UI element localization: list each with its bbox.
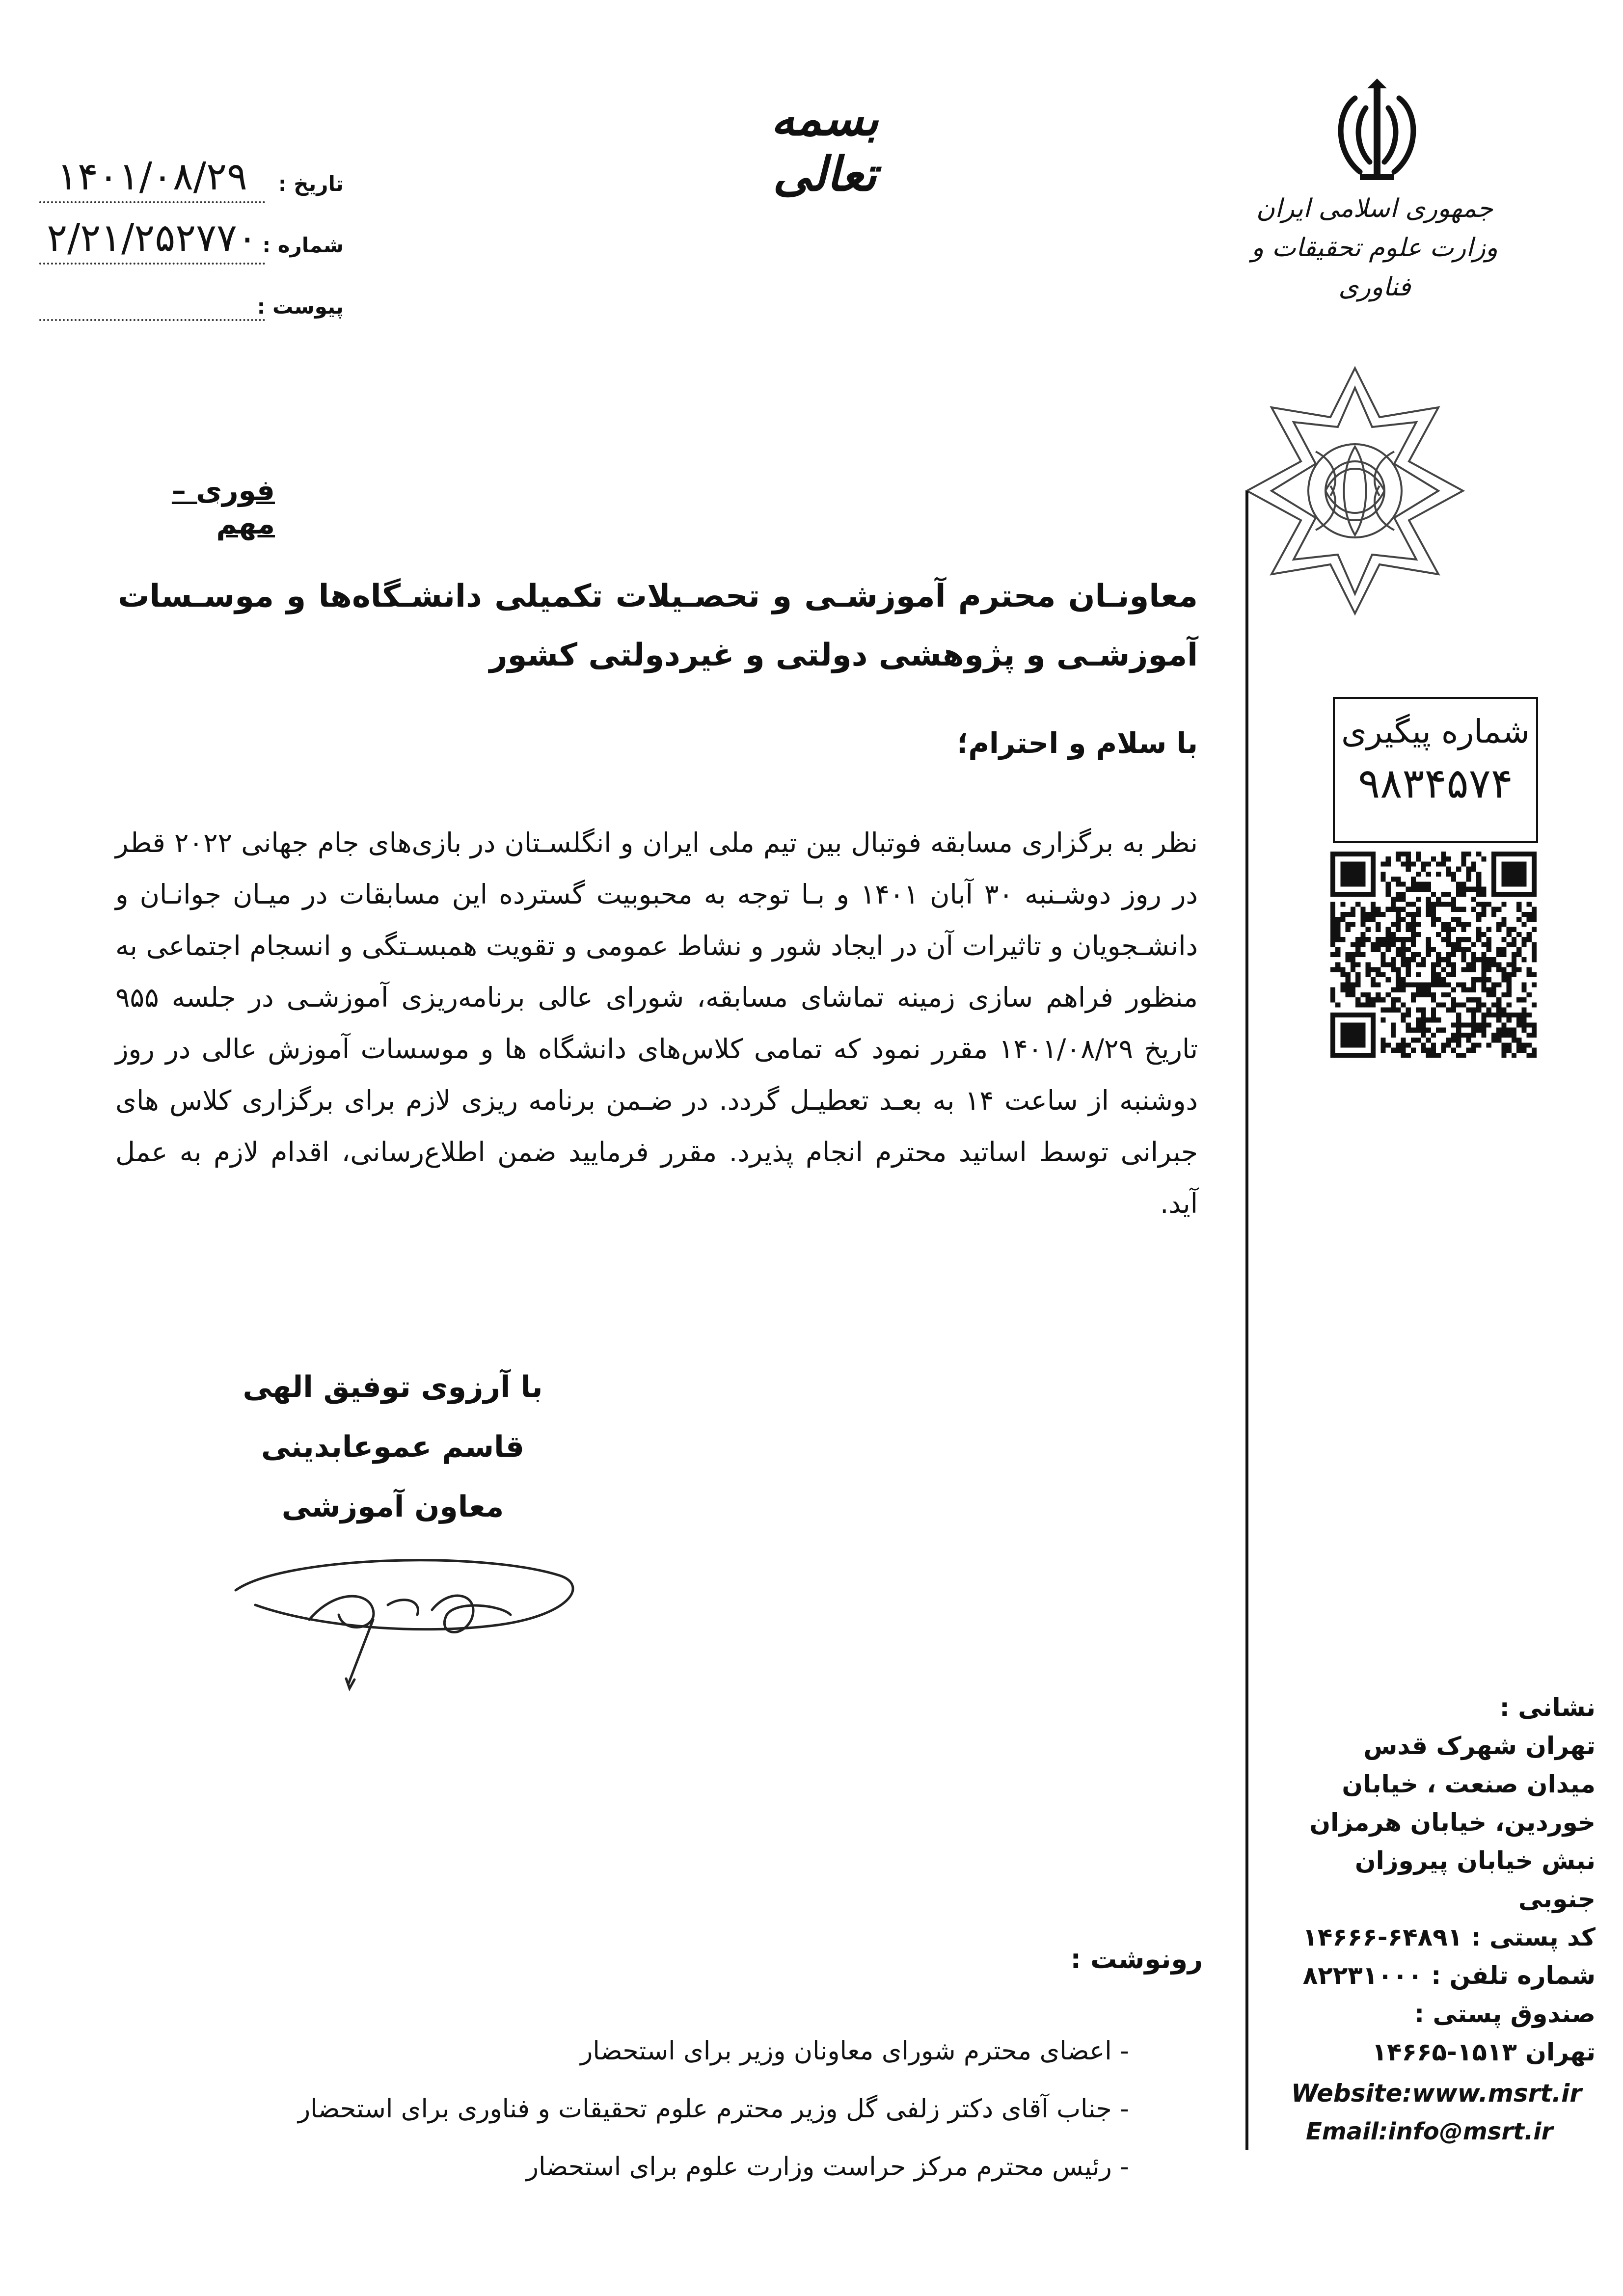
date-label: تاریخ : — [278, 172, 344, 196]
address-block — [1291, 1688, 1596, 2151]
attachment-row — [29, 275, 344, 336]
number-row — [29, 214, 344, 275]
urgency-label: فوری – مهم — [171, 474, 275, 540]
address-line: نبش خیابان پیروزان جنوبی — [1354, 1846, 1596, 1913]
tracking-label: شماره پیگیری — [1341, 713, 1530, 750]
greeting: با سلام و احترام؛ — [957, 726, 1198, 760]
cc-list — [295, 2022, 1129, 2196]
ministry-name — [1227, 189, 1522, 307]
signature-block — [206, 1357, 579, 1537]
attachment-label: پیوست : — [257, 294, 344, 319]
tracking-box — [1333, 697, 1538, 843]
closing-line: با آرزوی توفیق الهی — [243, 1370, 543, 1404]
date-row — [29, 152, 344, 214]
address-line: تهران شهرک قدس — [1363, 1732, 1596, 1760]
signer-name: قاسم عموعابدینی — [261, 1430, 524, 1464]
website-link[interactable]: Website:www.msrt.ir — [1291, 2079, 1582, 2108]
attachment-value — [39, 275, 265, 321]
letter-body: نظر به برگزاری مسابقه فوتبال بین تیم ملی ایران و انگلسـتان در بازی‌های جام جهانی ۲۰۲۲ قطر در روز دوشـنبه ۳۰ آبان ۱۴۰۱ و بـا توجه به محبوبیت گسترده این مسابقات در میـان جوانـان و دانشـجویان و تاثیرات آن در ایجاد شور و نشاط عمومی و تقویت همبسـتگی و انسجام اجتماعی به منظور فراهم سازی زمینه تماشای مسابقه، شورای عالی برنامه‌ریزی آموزشـی در جلسه ۹۵۵ تاریخ ۱۴۰۱/۰۸/۲۹ مقرر نمود که تمامی کلاس‌های دانشگاه ها و موسسات آموزش عالی در روز دوشنبه از ساعت ۱۴ به بعـد تعطیـل گردد. در ضـمن برنامه ریزی لازم برای برگزاری کلاس های جبرانی توسط اساتید محترم انجام پذیرد. مقرر فرمایید ضمن اطلاع‌رسانی، اقدام لازم به عمل آید. — [115, 827, 1198, 1219]
tracking-number: ۹۸۳۴۵۷۴ — [1358, 759, 1513, 807]
iran-emblem-icon — [1325, 79, 1429, 187]
address-line: تهران ۱۵۱۳-۱۴۶۶۵ — [1372, 2038, 1596, 2066]
address-line: شماره تلفن : ۸۲۲۳۱۰۰۰ — [1302, 1961, 1596, 1990]
cc-title: رونوشت : — [1070, 1944, 1203, 1975]
ministry-line-ministry: وزارت علوم تحقیقات و فناوری — [1251, 233, 1498, 302]
ornament-icon — [1242, 363, 1468, 618]
address-line: خوردین، خیابان هرمزان — [1309, 1808, 1596, 1837]
number-label: شماره : — [262, 233, 344, 257]
qr-code-icon — [1330, 852, 1537, 1058]
cc-item: - اعضای محترم شورای معاونان وزیر برای استحضار — [580, 2036, 1129, 2066]
date-value: ۱۴۰۱/۰۸/۲۹ — [39, 152, 265, 203]
address-line: نشانی : — [1499, 1693, 1596, 1722]
address-line: کد پستی : ۶۴۸۹۱-۱۴۶۶۶ — [1302, 1923, 1596, 1951]
bismillah-heading: بسمه تعالی — [771, 91, 879, 202]
cc-item: - رئیس محترم مرکز حراست وزارت علوم برای استحضار — [526, 2152, 1129, 2182]
cc-item: - جناب آقای دکتر زلفی گل وزیر محترم علوم تحقیقات و فناوری برای استحضار — [298, 2094, 1129, 2124]
letter-meta — [29, 152, 344, 336]
recipient-heading: معاونـان محترم آموزشـی و تحصـیلات تکمیلی دانشـگاه‌ها و موسـسات آموزشـی و پژوهشی دولتی و غیردولتی کشور — [118, 578, 1198, 673]
signer-title: معاون آموزشی — [281, 1490, 504, 1524]
address-line: صندوق پستی : — [1414, 2000, 1596, 2028]
address-line: میدان صنعت ، خیابان — [1342, 1770, 1596, 1798]
margin-divider — [1245, 491, 1248, 2150]
email-link[interactable]: Email:info@msrt.ir — [1306, 2118, 1553, 2145]
number-value: ۲/۲۱/۲۵۲۷۷۰ — [39, 214, 265, 265]
ministry-line-country: جمهوری اسلامی ایران — [1256, 194, 1493, 223]
handwritten-signature — [226, 1546, 599, 1703]
